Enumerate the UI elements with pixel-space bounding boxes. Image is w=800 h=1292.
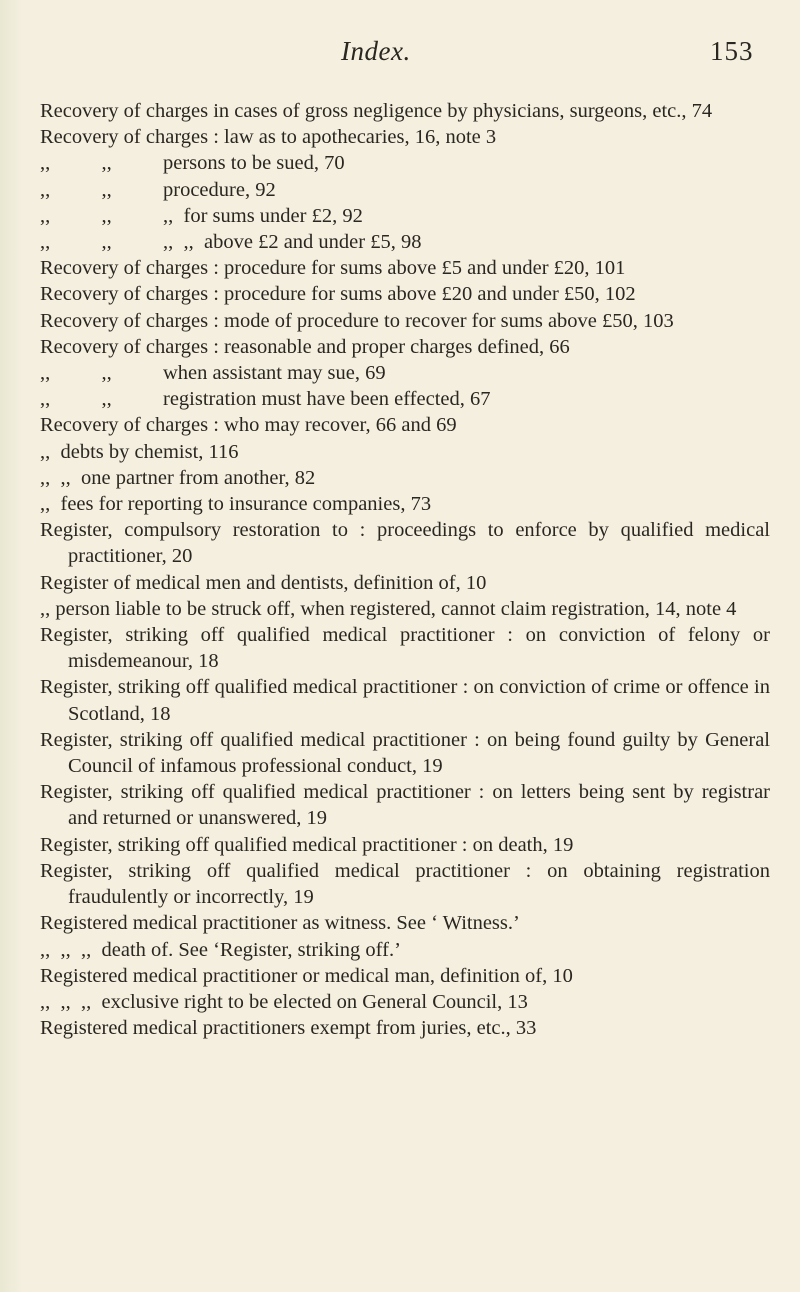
index-entry: Register of medical men and dentists, definition of, 10 <box>40 571 487 594</box>
index-entry: ,, ,, procedure, 92 <box>40 178 276 201</box>
index-entry: ,, ,, one partner from another, 82 <box>40 466 316 489</box>
index-entry: ,, ,, persons to be sued, 70 <box>40 152 345 175</box>
index-entry: Recovery of charges : procedure for sums above £5 and under £20, 101 <box>40 257 626 280</box>
index-entry: Register, striking off qualified medical practitioner : on obtaining registration fraudulently or incorrectly, 19 <box>40 859 770 909</box>
running-title: Index. <box>341 36 411 66</box>
index-entry: Registered medical practitioner or medical man, definition of, 10 <box>40 964 573 987</box>
index-entry: Recovery of charges : law as to apothecaries, 16, note 3 <box>40 126 497 149</box>
index-entry: ,, ,, when assistant may sue, 69 <box>40 362 386 385</box>
index-entry: Register, striking off qualified medical practitioner : on death, 19 <box>40 833 574 856</box>
index-entry: ,, ,, registration must have been effected, 67 <box>40 388 491 411</box>
index-entry: ,, fees for reporting to insurance companies, 73 <box>40 493 432 516</box>
index-entry: Register, striking off qualified medical practitioner : on conviction of felony or misdemeanour, 18 <box>40 624 770 673</box>
index-entry: Register, striking off qualified medical practitioner : on conviction of crime or offence in Scotland, 18 <box>40 676 770 725</box>
index-entry: ,, ,, ,, exclusive right to be elected on General Council, 13 <box>40 990 528 1013</box>
page-number: 153 <box>710 36 754 66</box>
index-entry: Registered medical practitioners exempt from juries, etc., 33 <box>40 1017 537 1040</box>
index-entry: ,, ,, ,, ,, above £2 and under £5, 98 <box>40 231 422 254</box>
index-entry: Register, striking off qualified medical practitioner : on letters being sent by registrar and returned or unanswered, 19 <box>40 781 770 830</box>
index-entry: Recovery of charges in cases of gross negligence by physicians, surgeons, etc., 74 <box>40 100 713 122</box>
page-header <box>0 36 800 76</box>
index-entry: ,, debts by chemist, 116 <box>40 440 239 463</box>
index-entry: Recovery of charges : reasonable and proper charges defined, 66 <box>40 335 570 358</box>
index-entry: ,, ,, ,, death of. See ‘Register, striking off.’ <box>40 938 401 961</box>
index-entry: ,, person liable to be struck off, when registered, cannot claim registration, 14, note 4 <box>40 597 737 620</box>
index-entry: Recovery of charges : who may recover, 66 and 69 <box>40 414 457 437</box>
index-body <box>40 98 770 1041</box>
index-entry: Register, compulsory restoration to : proceedings to enforce by qualified medical practitioner, 20 <box>40 519 770 568</box>
index-entry: Registered medical practitioner as witness. See ‘ Witness.’ <box>40 912 520 935</box>
index-entry: Recovery of charges : mode of procedure to recover for sums above £50, 103 <box>40 309 674 332</box>
index-entry: ,, ,, ,, for sums under £2, 92 <box>40 204 363 227</box>
index-entry: Register, striking off qualified medical practitioner : on being found guilty by General Council of infamous professional conduct, 19 <box>40 728 770 778</box>
index-entry: Recovery of charges : procedure for sums above £20 and under £50, 102 <box>40 283 636 306</box>
